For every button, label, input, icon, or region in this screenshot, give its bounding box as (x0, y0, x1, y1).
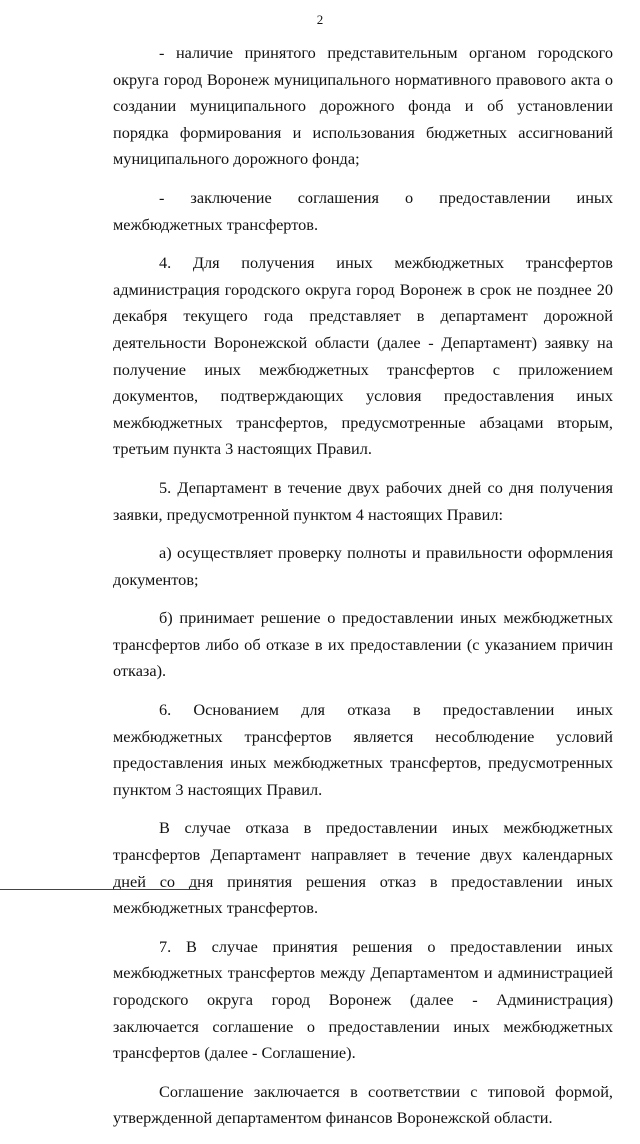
document-body (113, 40, 613, 1144)
footnote-divider (0, 889, 200, 890)
page-number: 2 (316, 12, 324, 27)
paragraph-refusal-notice: В случае отказа в предоставлении иных межбюджетных трансфертов Департамент направляет в течение двух календарных дней со дня принятия решения отказ в предоставлении иных межбюджетных трансфертов. (113, 818, 613, 918)
paragraph-item-6-refusal-grounds: 6. Основанием для отказа в предоставлении иных межбюджетных трансфертов является несоблюдение условий предоставления иных межбюджетных трансфертов, предусмотренных пунктом 3 настоящих Правил. (113, 700, 613, 799)
paragraph-agreement-form: Соглашение заключается в соответствии с типовой формой, утвержденной департаментом финансов Воронежской области. (113, 1081, 613, 1128)
paragraph-road-fund-act: - наличие принятого представительным органом городского округа город Воронеж муниципального нормативного правового акта о создании муниципального дорожного фонда и об установлении порядка формирования и использования бюджетных ассигнований муниципального дорожного фонда; (113, 43, 613, 169)
paragraph-item-4-application: 4. Для получения иных межбюджетных трансфертов администрация городского округа город Воронеж в срок не позднее 20 декабря текущего года представляет в департамент дорожной деятельности Воронежской области (далее - Департамент) заявку на получение иных межбюджетных трансфертов с приложением документов, подтверждающих условия предоставления иных межбюджетных трансфертов, предусмотренные абзацами вторым, третьим пункта 3 настоящих Правил. (113, 253, 613, 459)
paragraph-item-7-agreement: 7. В случае принятия решения о предоставлении иных межбюджетных трансфертов между Департаментом и администрацией городского округа город Воронеж (далее - Администрация) заключается соглашение о предоставлении иных межбюджетных трансфертов (далее - Соглашение). (113, 936, 613, 1063)
paragraph-item-5-review: 5. Департамент в течение двух рабочих дней со дня получения заявки, предусмотренной пунктом 4 настоящих Правил: (113, 477, 613, 524)
paragraph-item-5b-decision: б) принимает решение о предоставлении иных межбюджетных трансфертов либо об отказе в их предоставлении (с указанием причин отказа). (113, 608, 613, 681)
paragraph-agreement-conclusion: - заключение соглашения о предоставлении иных межбюджетных трансфертов. (113, 187, 613, 234)
paragraph-item-5a-check: а) осуществляет проверку полноты и правильности оформления документов; (113, 543, 613, 589)
